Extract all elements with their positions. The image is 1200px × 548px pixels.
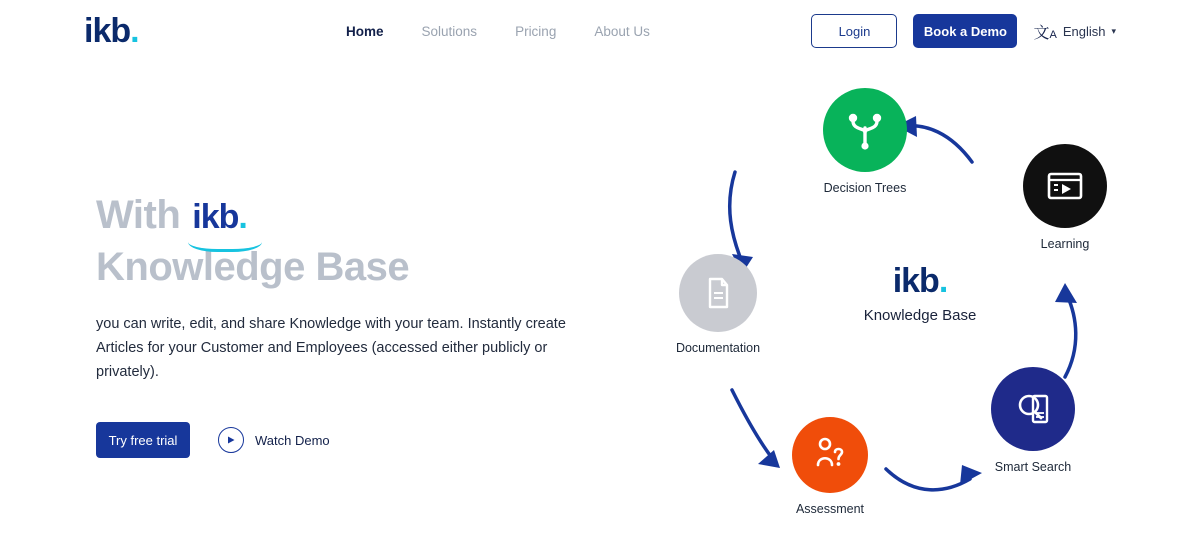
diagram-logo-dot: . bbox=[938, 262, 948, 300]
node-smart-search[interactable] bbox=[958, 367, 1108, 474]
nav-item-home[interactable]: Home bbox=[346, 24, 384, 39]
node-decision-trees[interactable] bbox=[790, 88, 940, 195]
brand-logo-text: ikb bbox=[84, 12, 131, 50]
video-lesson-icon bbox=[1023, 144, 1107, 228]
hero-cta-row bbox=[96, 422, 616, 458]
hero-subtitle: you can write, edit, and share Knowledge with your team. Instantly create Articles for your Customer and Employees (accessed either publicly or privately). bbox=[96, 316, 566, 380]
node-label-learning: Learning bbox=[1040, 237, 1090, 251]
play-icon bbox=[218, 427, 244, 453]
person-question-icon bbox=[792, 417, 868, 493]
node-label-assessment: Assessment bbox=[795, 502, 865, 516]
hero-title-prefix: With bbox=[96, 193, 181, 237]
site-header bbox=[0, 0, 1200, 62]
node-label-decision-trees: Decision Trees bbox=[823, 181, 907, 195]
feature-wheel-diagram bbox=[640, 62, 1200, 548]
hero-title-line2: Knowledge Base bbox=[96, 245, 410, 289]
language-label: English bbox=[1062, 23, 1106, 39]
document-icon bbox=[679, 254, 757, 332]
watch-demo-button[interactable] bbox=[218, 427, 330, 453]
brand-logo[interactable] bbox=[84, 12, 139, 50]
node-label-documentation: Documentation bbox=[675, 341, 761, 355]
node-label-smart-search: Smart Search bbox=[994, 460, 1072, 474]
brand-logo-dot: . bbox=[130, 12, 139, 50]
login-button[interactable]: Login bbox=[811, 14, 897, 48]
hero-inline-logo-dot: . bbox=[238, 198, 247, 236]
translate-icon: 文A bbox=[1033, 24, 1057, 42]
node-assessment[interactable] bbox=[755, 417, 905, 516]
node-learning[interactable] bbox=[990, 144, 1140, 251]
nav-item-pricing[interactable]: Pricing bbox=[515, 24, 557, 39]
watch-demo-label: Watch Demo bbox=[255, 432, 330, 448]
hero-section bbox=[96, 190, 616, 458]
chevron-down-icon: ▾ bbox=[1111, 25, 1116, 36]
decision-tree-icon bbox=[823, 88, 907, 172]
hero-inline-logo bbox=[192, 192, 247, 242]
magnifier-document-icon bbox=[991, 367, 1075, 451]
header-actions bbox=[811, 14, 1116, 48]
main-nav bbox=[340, 20, 656, 43]
language-selector[interactable] bbox=[1033, 20, 1116, 43]
nav-item-about-us[interactable]: About Us bbox=[594, 24, 650, 39]
node-documentation[interactable] bbox=[643, 254, 793, 355]
diagram-logo-caption: Knowledge Base bbox=[863, 307, 977, 324]
try-free-trial-button[interactable]: Try free trial bbox=[96, 422, 190, 458]
hero-inline-logo-text: ikb bbox=[192, 198, 239, 236]
nav-item-solutions[interactable]: Solutions bbox=[421, 24, 478, 39]
diagram-logo-text bbox=[820, 262, 1020, 301]
book-demo-button[interactable]: Book a Demo bbox=[913, 14, 1017, 48]
diagram-center-logo bbox=[820, 262, 1020, 324]
diagram-logo-word: ikb bbox=[892, 262, 939, 300]
hero-title bbox=[96, 190, 616, 292]
